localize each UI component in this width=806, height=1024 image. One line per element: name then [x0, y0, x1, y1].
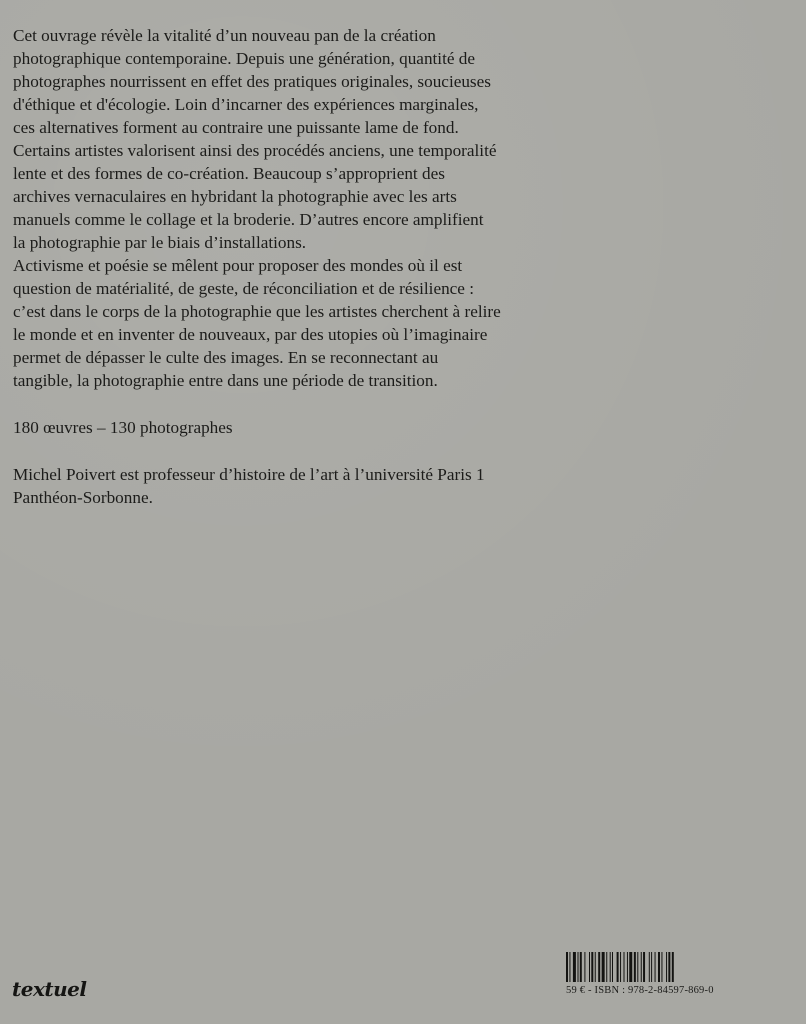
price-isbn: 59 € - ISBN : 978-2-84597-869-0	[566, 985, 714, 996]
description-line: Activisme et poésie se mêlent pour proposer des mondes où il est	[13, 256, 463, 275]
description-text	[13, 24, 793, 392]
description-line: la photographie par le biais d’installations.	[13, 233, 307, 252]
barcode-block	[566, 952, 732, 996]
description-line: lente et des formes de co-création. Beaucoup s’approprient des	[13, 164, 445, 183]
publisher-logo: textuel	[12, 977, 87, 1001]
works-count: 180 œuvres – 130 photographes	[13, 418, 233, 437]
description-line: Certains artistes valorisent ainsi des procédés anciens, une temporalité	[13, 141, 497, 160]
author-bio	[13, 463, 485, 509]
description-line: photographique contemporaine. Depuis une génération, quantité de	[13, 49, 476, 68]
description-line: archives vernaculaires en hybridant la photographie avec les arts	[13, 187, 457, 206]
description-line: permet de dépasser le culte des images. En se reconnectant au	[13, 348, 439, 367]
barcode-icon	[566, 952, 726, 982]
description-line: le monde et en inventer de nouveaux, par des utopies où l’imaginaire	[13, 325, 488, 344]
description-line: question de matérialité, de geste, de réconciliation et de résilience :	[13, 279, 475, 298]
description-line: ces alternatives forment au contraire une puissante lame de fond.	[13, 118, 459, 137]
description-line: photographes nourrissent en effet des pratiques originales, soucieuses	[13, 72, 491, 91]
description-line: c’est dans le corps de la photographie que les artistes cherchent à relire	[13, 302, 501, 321]
bio-line: Panthéon-Sorbonne.	[13, 488, 153, 507]
bio-line: Michel Poivert est professeur d’histoire de l’art à l’université Paris 1	[13, 465, 485, 484]
description-line: Cet ouvrage révèle la vitalité d’un nouveau pan de la création	[13, 26, 436, 45]
description-line: tangible, la photographie entre dans une période de transition.	[13, 371, 438, 390]
description-line: manuels comme le collage et la broderie. D’autres encore amplifient	[13, 210, 484, 229]
description-line: d'éthique et d'écologie. Loin d’incarner des expériences marginales,	[13, 95, 479, 114]
